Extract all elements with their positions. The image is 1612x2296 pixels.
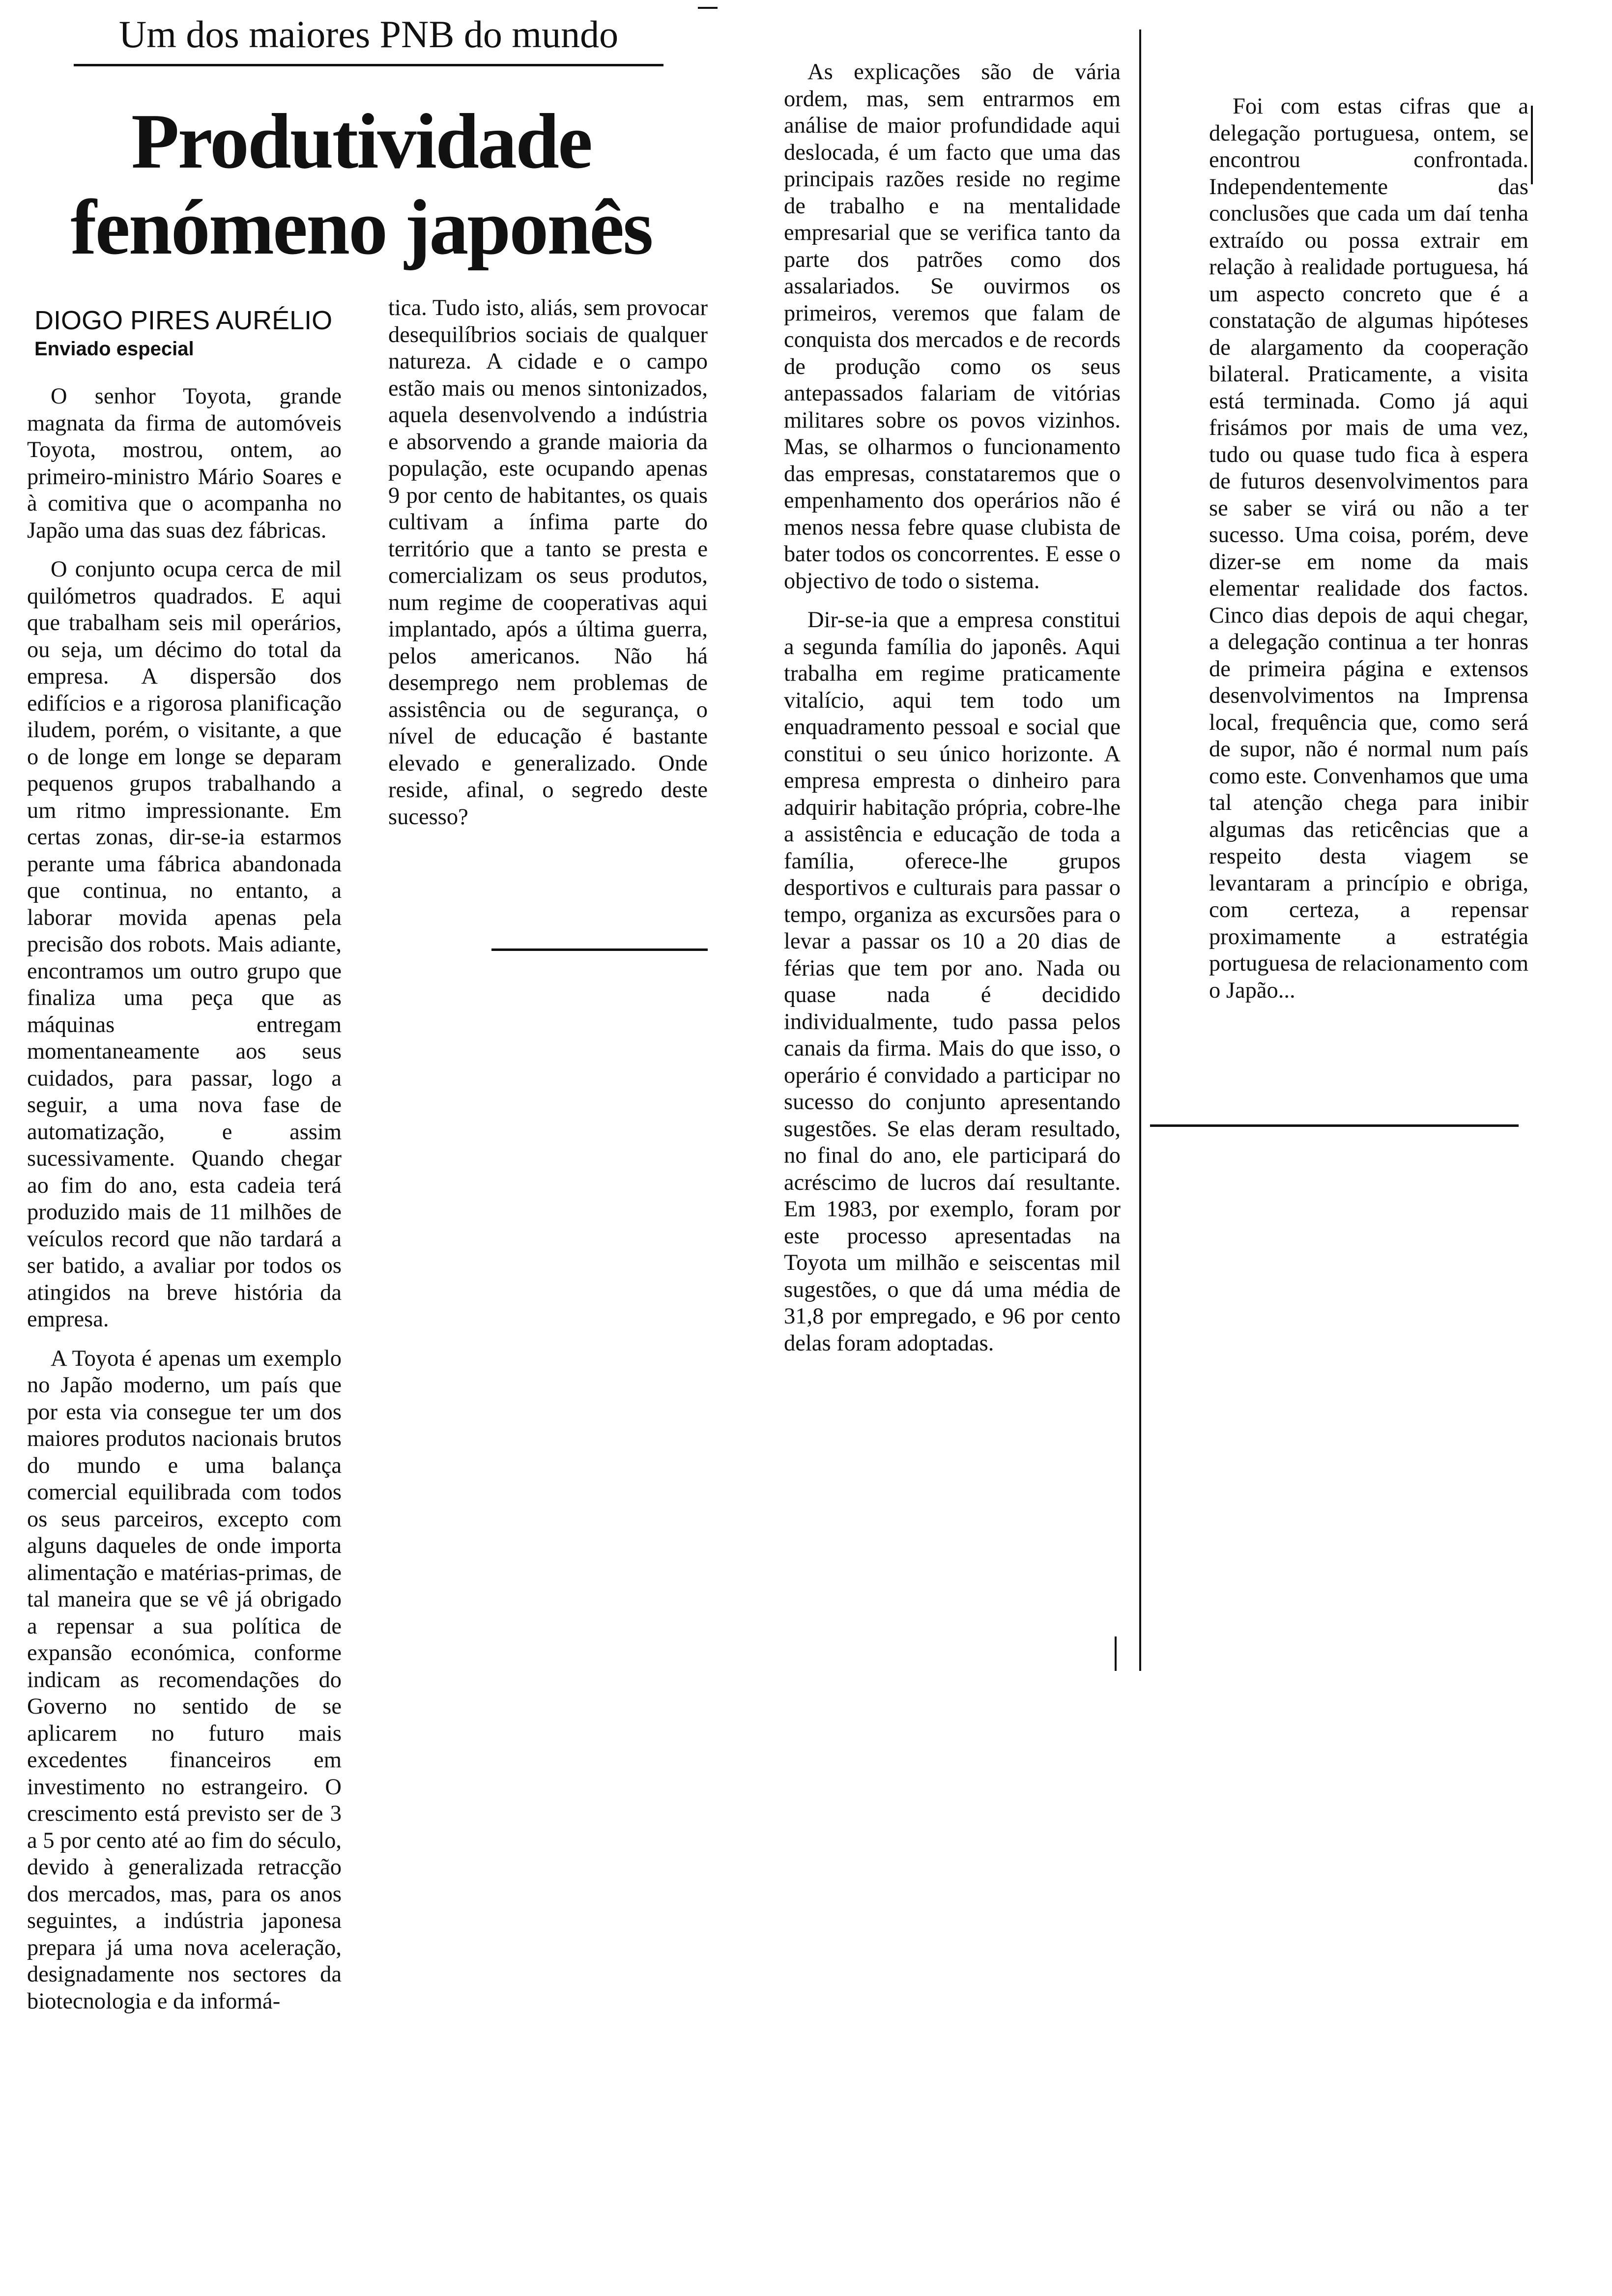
article-title — [34, 98, 688, 270]
paragraph: tica. Tudo isto, aliás, sem provocar desequilíbrios sociais de qualquer natureza. A cidade e o campo estão mais ou menos sintonizados, aquela desenvolvendo a indústria e absorvendo a grande maioria da população, este ocupando apenas 9 por cento de habitantes, os quais cultivam a ínfima parte do território que a tanto se presta e comercializam os seus produtos, num regime de cooperativas aqui implantado, após a última guerra, pelos americanos. Não há desemprego nem problemas de assistência ou de segurança, o nível de educação é bastante elevado e generalizado. Onde reside, afinal, o segredo deste sucesso? — [388, 295, 708, 830]
paragraph: Dir-se-ia que a empresa constitui a segunda família do japonês. Aqui trabalha em regime praticamente vitalício, aqui tem todo um enquadramento pessoal e social que constitui o seu único horizonte. A empresa empresta o dinheiro para adquirir habitação própria, cobre-lhe a assistência e educação de toda a família, oferece-lhe grupos desportivos e culturais para passar o tempo, organiza as excursões para o levar a passar os 10 a 20 dias de férias que tem por ano. Nada ou quase nada é decidido individualmente, tudo passa pelos canais da firma. Mais do que isso, o operário é convidado a participar no sucesso do conjunto apresentando sugestões. Se elas deram resultado, no final do ano, ele participará do acréscimo de lucros daí resultante. Em 1983, por exemplo, foram por este processo apresentadas na Toyota um milhão e seiscentas mil sugestões, o que dá uma média de 31,8 por empregado, e 96 por cento delas foram adoptadas. — [784, 607, 1121, 1356]
article-end-rule — [1150, 1124, 1519, 1127]
column-divider — [1139, 29, 1141, 1671]
author-role: Enviado especial — [34, 338, 194, 360]
margin-mark — [1531, 106, 1533, 184]
title-line-1: Produtividade — [131, 97, 591, 185]
text-column-1 — [27, 383, 342, 2027]
text-column-4 — [1209, 93, 1528, 1016]
paragraph: O conjunto ocupa cerca de mil quilómetros quadrados. E aqui que trabalham seis mil operários, ou seja, um décimo do total da empresa. A dispersão dos edifícios e a rigorosa planificação iludem, porém, o visitante, a que o de longe em longe se deparam pequenos grupos trabalhando a um ritmo impressionante. Em certas zonas, dir-se-ia estarmos perante uma fábrica abandonada que continua, no entanto, a laborar movida apenas pela precisão dos robots. Mais adiante, encontramos um outro grupo que finaliza uma peça que as máquinas entregam momentaneamente aos seus cuidados, para passar, logo a seguir, a uma nova fase de automatização, e assim sucessivamente. Quando chegar ao fim do ano, esta cadeia terá produzido mais de 11 milhões de veículos record que não tardará a ser batido, a avaliar por todos os atingidos na breve história da empresa. — [27, 557, 342, 1332]
byline — [34, 305, 369, 362]
article-kicker: Um dos maiores PNB do mundo — [74, 10, 663, 66]
paragraph: As explicações são de vária ordem, mas, sem entrarmos em análise de maior profundidade aqui deslocada, é um facto que uma das principais razões reside no regime de trabalho e na mentalidade empresarial que se verifica tanto da parte dos patrões como dos assalariados. Se ouvirmos os primeiros, veremos que falam de conquista dos mercados e de records de produção como os seus antepassados falariam de vitórias militares sobre os povos vizinhos. Mas, se olharmos o funcionamento das empresas, constataremos que o empenhamento dos operários não é menos nessa febre quase clubista de bater todos os concorrentes. E esse o objectivo de todo o sistema. — [784, 59, 1121, 594]
paragraph: O senhor Toyota, grande magnata da firma de automóveis Toyota, mostrou, ontem, ao primeiro-ministro Mário Soares e à comitiva que o acompanha no Japão uma das suas dez fábricas. — [27, 384, 342, 543]
top-edge-mark — [698, 7, 718, 9]
paragraph: Foi com estas cifras que a delegação portuguesa, ontem, se encontrou confrontada. Independentemente das conclusões que cada um daí tenha extraído ou possa extrair em relação à realidade portuguesa, há um aspecto concreto que é a constatação de algumas hipóteses de alargamento da cooperação bilateral. Praticamente, a visita está terminada. Como já aqui frisámos por mais de uma vez, tudo ou quase tudo fica à espera de futuros desenvolvimentos para se saber se virá ou não a ter sucesso. Uma coisa, porém, deve dizer-se em nome da mais elementar realidade dos factos. Cinco dias depois de aqui chegar, a delegação continua a ter honras de primeira página e extensos desenvolvimentos na Imprensa local, frequência que, como será de supor, não é normal num país como este. Convenhamos que uma tal atenção chega para inibir algumas das reticências que a respeito desta viagem se levantaram a princípio e obriga, com certeza, a repensar proximamente a estratégia portuguesa de relacionamento com o Japão... — [1209, 94, 1528, 1003]
column-end-rule — [491, 948, 708, 951]
column-end-marker — [1115, 1636, 1117, 1671]
author-name: DIOGO PIRES AURÉLIO — [34, 306, 333, 335]
title-line-2: fenómeno japonês — [70, 183, 652, 271]
paragraph: A Toyota é apenas um exemplo no Japão moderno, um país que por esta via consegue ter um dos maiores produtos nacionais brutos do mundo e uma balança comercial equilibrada com todos os seus parceiros, excepto com alguns daqueles de onde importa alimentação e matérias-primas, de tal maneira que se vê já obrigado a repensar a sua política de expansão económica, conforme indicam as recomendações do Governo no sentido de se aplicarem no futuro mais excedentes financeiros em investimento no estrangeiro. O crescimento está previsto ser de 3 a 5 por cento até ao fim do século, devido à generalizada retracção dos mercados, mas, para os anos seguintes, a indústria japonesa prepara já uma nova aceleração, designadamente nos sectores da biotecnologia e da informá- — [27, 1346, 342, 2014]
text-column-3 — [784, 59, 1121, 1369]
text-column-2 — [388, 295, 708, 843]
